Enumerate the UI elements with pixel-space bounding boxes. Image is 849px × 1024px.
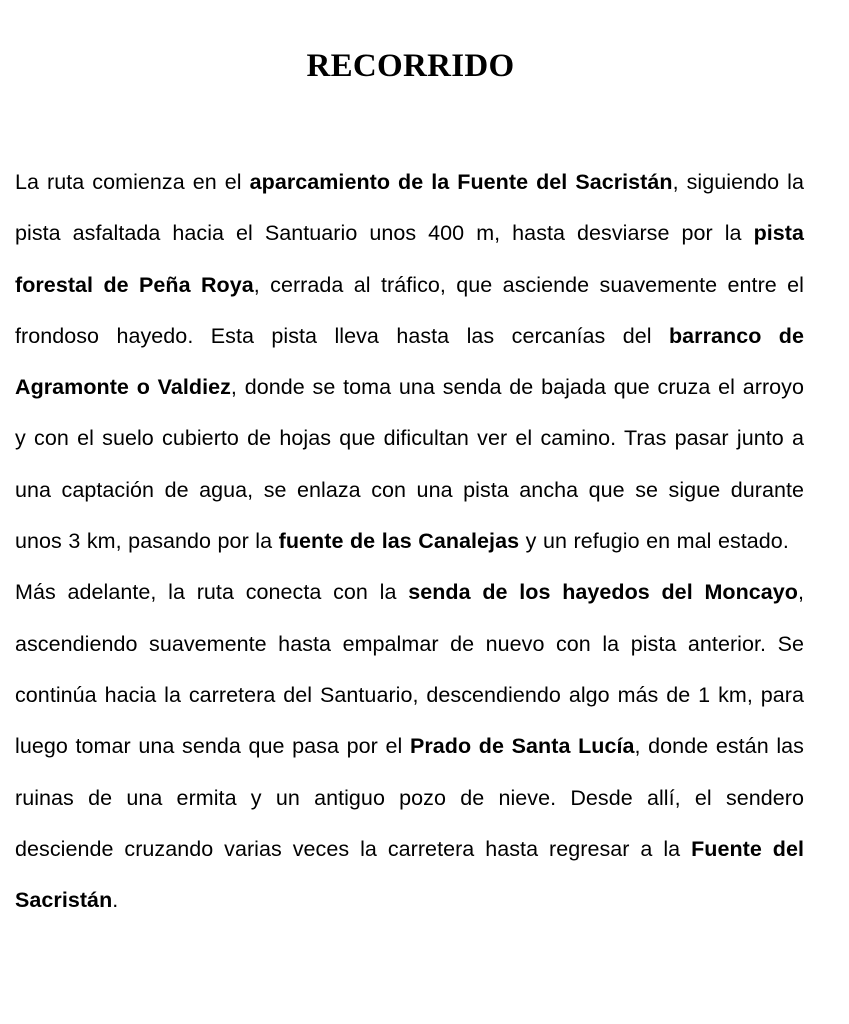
document-title: RECORRIDO [306,48,515,84]
place-name: Prado de Santa Lucía [409,734,635,759]
text-run: , siguiendo la pista asfaltada hacia el Santuario unos 400 m, hasta desviarse por la [15,170,804,246]
text-run: , cerrada al tráfico, que asciende suavemente entre el frondoso hayedo. Esta pista lleva hasta las cercanías del [15,272,804,348]
text-run: , donde están las ruinas de una ermita y un antiguo pozo de nieve. Desde allí, el sendero desciende cruzando varias veces la carretera hasta regresar a la [15,734,804,861]
text-run: , donde se toma una senda de bajada que cruza el arroyo y con el suelo cubierto de hojas que dificultan ver el camino. Tras pasar junto a una captación de agua, se enlaza con una pista ancha que se sigue durante unos 3 km, pasando por la [15,375,804,554]
paragraph-2 [15,567,804,926]
place-name: pista forestal de Peña Roya [15,221,804,297]
text-run: , ascendiendo suavemente hasta empalmar de nuevo con la pista anterior. Se continúa hacia la carretera del Santuario, descendiendo algo más de 1 km, para luego tomar una senda que pasa por el [15,580,805,759]
place-name: Fuente del Sacristán [15,836,805,913]
text-run: y un refugio en mal estado. [519,529,789,554]
route-description [15,157,804,926]
place-name: barranco de Agramonte o Valdiez [15,323,804,400]
text-run: Más adelante, la ruta conecta con la [15,580,409,605]
text-run: La ruta comienza en el [15,170,250,194]
text-run: . [112,888,119,913]
place-name: aparcamiento de la Fuente del Sacristán [249,170,673,194]
place-name: senda de los hayedos del Moncayo [408,580,798,605]
paragraph-1 [15,157,804,567]
place-name: fuente de las Canalejas [278,529,520,554]
